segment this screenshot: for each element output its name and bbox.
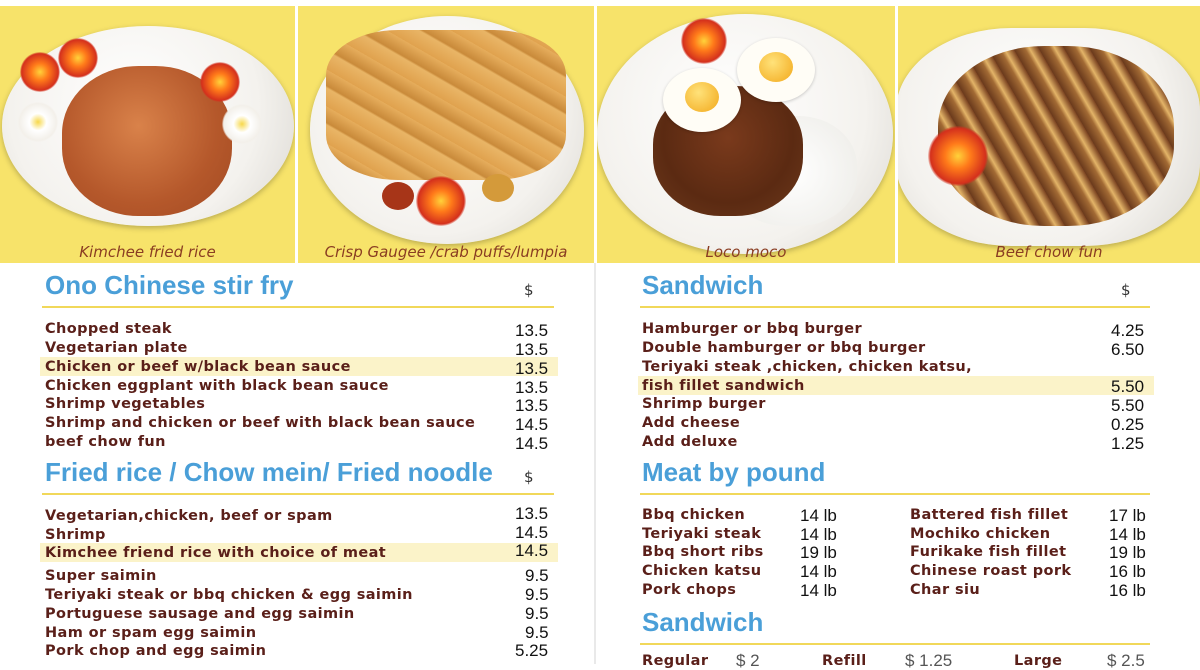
menu-price: 5.25 <box>515 641 549 660</box>
gaugee-image <box>326 30 566 180</box>
section-rule <box>640 306 1150 308</box>
menu-item: Furikake fish fillet <box>910 544 1067 560</box>
menu-item: Shrimp <box>45 527 106 543</box>
currency-label: $ <box>524 281 534 299</box>
menu-item: Shrimp vegetables <box>45 396 206 412</box>
menu-price: 9.5 <box>525 623 549 642</box>
size-label: Regular <box>642 653 709 669</box>
fried-egg-image <box>737 38 815 102</box>
menu-price: 14 lb <box>800 525 837 544</box>
photo-caption: Kimchee fried rice <box>79 243 216 261</box>
menu-price: 13.5 <box>515 340 549 359</box>
menu-price: 14 lb <box>800 506 837 525</box>
orchid-image <box>416 176 466 226</box>
photo-gaugee <box>298 6 594 263</box>
menu-price: 6.50 <box>1111 340 1145 359</box>
sauce-cup-image <box>382 182 414 210</box>
menu-item: Chicken or beef w/black bean sauce <box>45 359 351 375</box>
menu-item: Teriyaki steak ,chicken, chicken katsu, <box>642 359 973 375</box>
section-rule <box>42 493 554 495</box>
menu-item: Ham or spam egg saimin <box>45 625 257 641</box>
menu-price: 14 lb <box>800 581 837 600</box>
fried-egg-image <box>663 68 741 132</box>
menu-price: 9.5 <box>525 585 549 604</box>
menu-item: Char siu <box>910 582 981 598</box>
sauce-cup-image <box>482 174 514 202</box>
section-title-sandwich-2: Sandwich <box>642 607 764 637</box>
photo-beef-chow-fun <box>898 6 1200 263</box>
photo-caption: Beef chow fun <box>995 243 1103 261</box>
photo-caption: Loco moco <box>705 243 787 261</box>
section-title-meat-by-pound: Meat by pound <box>642 457 826 487</box>
size-label: Large <box>1014 653 1063 669</box>
section-rule <box>640 643 1150 645</box>
section-title-sandwich: Sandwich <box>642 270 764 300</box>
menu-price: 13.5 <box>515 321 549 340</box>
menu-item: beef chow fun <box>45 434 166 450</box>
white-orchid-image <box>222 104 262 144</box>
currency-label: $ <box>1121 281 1131 299</box>
menu-price: 13.5 <box>515 359 549 378</box>
photo-caption: Crisp Gaugee /crab puffs/lumpia <box>324 243 568 261</box>
menu-item: fish fillet sandwich <box>642 378 805 394</box>
menu-item: Mochiko chicken <box>910 526 1051 542</box>
section-title-fried-rice: Fried rice / Chow mein/ Fried noodle <box>45 457 493 487</box>
size-label: Refill <box>822 653 867 669</box>
menu-price: 5.50 <box>1111 396 1145 415</box>
menu-price: 5.50 <box>1111 377 1145 396</box>
menu-price: 9.5 <box>525 566 549 585</box>
column-divider <box>594 263 596 664</box>
menu-item: Pork chop and egg saimin <box>45 643 267 659</box>
orchid-image <box>20 52 60 92</box>
menu-price: 1.25 <box>1111 434 1145 453</box>
menu-item: Pork chops <box>642 582 737 598</box>
menu-price: 16 lb <box>1109 581 1146 600</box>
menu-item: Vegetarian,chicken, beef or spam <box>45 508 333 524</box>
menu-item: Bbq chicken <box>642 507 746 523</box>
menu-price: 14 lb <box>1109 525 1146 544</box>
menu-item: Kimchee friend rice with choice of meat <box>45 545 387 561</box>
menu-price: 17 lb <box>1109 506 1146 525</box>
menu-price: 16 lb <box>1109 562 1146 581</box>
menu-item: Teriyaki steak or bbq chicken & egg saimin <box>45 587 413 603</box>
menu-item: Chicken eggplant with black bean sauce <box>45 378 389 394</box>
menu-item: Shrimp and chicken or beef with black bean sauce <box>45 415 476 431</box>
menu-item: Teriyaki steak <box>642 526 762 542</box>
menu-item: Portuguese sausage and egg saimin <box>45 606 355 622</box>
menu-price: 14 lb <box>800 562 837 581</box>
menu-price: 13.5 <box>515 396 549 415</box>
orchid-image <box>58 38 98 78</box>
menu-price: 14.5 <box>515 415 549 434</box>
menu-item: Add cheese <box>642 415 741 431</box>
menu-item: Chinese roast pork <box>910 563 1072 579</box>
menu-item: Double hamburger or bbq burger <box>642 340 926 356</box>
orchid-image <box>200 62 240 102</box>
menu-item: Chicken katsu <box>642 563 762 579</box>
menu-price: 14.5 <box>515 541 549 560</box>
menu-item: Hamburger or bbq burger <box>642 321 863 337</box>
white-orchid-image <box>18 102 58 142</box>
menu-price: 0.25 <box>1111 415 1145 434</box>
menu-price: 13.5 <box>515 378 549 397</box>
currency-label: $ <box>524 468 534 486</box>
menu-price: 4.25 <box>1111 321 1145 340</box>
menu-price: 19 lb <box>800 543 837 562</box>
menu-item: Add deluxe <box>642 434 738 450</box>
menu-price: 9.5 <box>525 604 549 623</box>
photo-kimchee-fried-rice <box>0 6 295 263</box>
menu-item: Vegetarian plate <box>45 340 188 356</box>
menu-price: 14.5 <box>515 434 549 453</box>
menu-price: 13.5 <box>515 504 549 523</box>
section-title-stir-fry: Ono Chinese stir fry <box>45 270 294 300</box>
size-price: $ 1.25 <box>905 651 953 670</box>
menu-price: 14.5 <box>515 523 549 542</box>
menu-item: Chopped steak <box>45 321 172 337</box>
menu-item: Shrimp burger <box>642 396 766 412</box>
menu-item: Super saimin <box>45 568 157 584</box>
size-price: $ 2 <box>736 651 760 670</box>
menu-item: Battered fish fillet <box>910 507 1069 523</box>
menu-price: 19 lb <box>1109 543 1146 562</box>
photo-loco-moco <box>597 6 895 263</box>
section-rule <box>640 493 1150 495</box>
orchid-image <box>681 18 727 64</box>
orchid-image <box>928 126 988 186</box>
size-price: $ 2.5 <box>1107 651 1145 670</box>
menu-item: Bbq short ribs <box>642 544 764 560</box>
section-rule <box>42 306 554 308</box>
